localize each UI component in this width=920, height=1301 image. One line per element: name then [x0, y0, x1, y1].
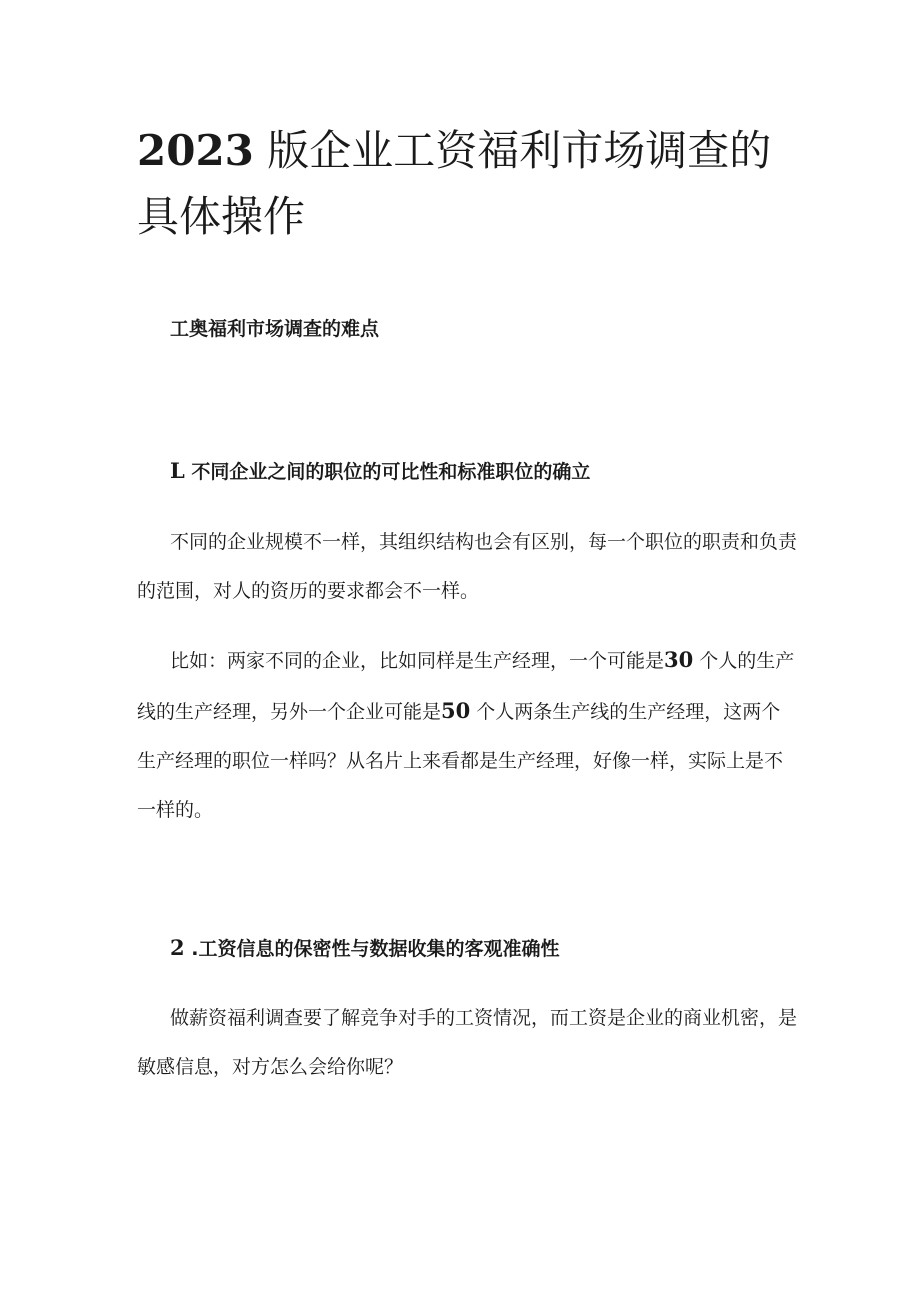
point2-paragraph-1: 做薪资福利调查要了解竞争对手的工资情况，而工资是企业的商业机密，是敏感信息，对方怎么会给你呢？ — [137, 1007, 798, 1078]
point1-heading-text: 不同企业之间的职位的可比性和标准职位的确立 — [191, 461, 591, 483]
title-year: 2023 — [137, 126, 254, 175]
point1-para2-number-1: 30 — [664, 647, 694, 672]
section-heading: 工奥福利市场调查的难点 — [170, 318, 380, 340]
point1-number: L — [170, 458, 185, 483]
point1-paragraph-1: 不同的企业规模不一样，其组织结构也会有区别，每一个职位的职责和负责的范围，对人的资历的要求都会不一样。 — [137, 531, 798, 602]
point1-para2-part-b: 个人的生产线的生产经理，另外一个企业可能是 — [137, 650, 795, 723]
point1-heading — [170, 457, 590, 486]
point2-number: 2 — [170, 935, 185, 960]
point2-heading-text: .工资信息的保密性与数据收集的客观准确性 — [191, 938, 560, 960]
point1-para2-number-2: 50 — [441, 698, 471, 723]
point1-para2-part-c: 个人两条生产线的生产经理，这两个生产经理的职位一样吗？从名片上来看都是生产经理，好像一样，实际上是不一样的。 — [137, 701, 784, 821]
point1-para2-part-a: 比如：两家不同的企业，比如同样是生产经理，一个可能是 — [170, 650, 665, 672]
document-title — [137, 118, 797, 250]
point1-paragraph-2 — [137, 635, 797, 835]
point2-heading — [170, 934, 559, 963]
title-text: 版企业工资福利市场调查的具体操作 — [137, 126, 772, 241]
